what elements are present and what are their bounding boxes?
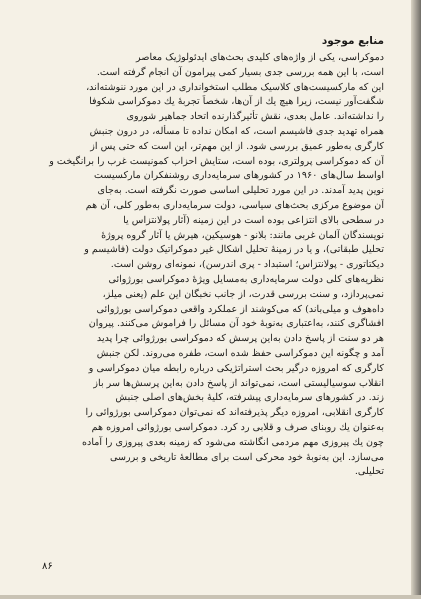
text-line: همراه تهدید جدی فاشیسم است، که امکان نداده تا مسأله، در درون جنبش [89,125,384,137]
text-line: زند. در کشورهای سرمایه‌داری پیشرفته، کلیهٔ بخش‌های اصلی جنبش [115,392,384,404]
page-bottom-edge [0,595,421,599]
text-line: اواسط سال‌های ۱۹۶۰ در کشورهای سرمایه‌داری روشنفکران مارکسیست [94,170,384,182]
text-line: نمی‌پردازد، و سنت بررسی قدرت، از جانب نخبگان این علم (یعنی میلز، [102,288,384,300]
text-line: این که مارکسیست‌های کلاسیک مطلب استخوانداری در این مورد ننوشته‌اند، [86,81,384,93]
text-line: دموکراسی، یکی از واژه‌های کلیدی بحث‌های ایدئولوژیک معاصر [136,52,384,63]
text-line: به‌عنوان یك روبنای صرف و قلابی رد کرد. دموکراسی بورژوائی امروزه هم [91,421,384,433]
page-edge-shadow [411,0,421,599]
text-line: کارگری که امروزه درگیر بحث استراتژیکی درباره رابطه میان دموکراسی و [88,362,384,374]
text-line: آن که دموکراسی پرولتری، بوده است، ستایش احزاب کمونیست غرب را برانگیخت و [49,155,384,167]
text-line: هر دو سنت از پاسخ دادن به‌این پرسش که دموکراسی بورژوائی چرا پدید [96,333,384,345]
text-line: کارگری به‌طور عمیق بررسی شود. از این مهم‌تر، این است که حتی پس از [90,140,384,152]
text-line: نوین پدید آمدند. در این مورد تحلیلی اساسی صورت نگرفته است. به‌جای [97,185,384,197]
text-line: است، با این همه بررسی جدی بسیار کمی پیرامون آن انجام گرفته است. [96,66,384,78]
text-line: چون یك پیروزی مهم مردمی انگاشته می‌شود که زمینه بعدی پیروزی را آماده [82,436,384,448]
text-line: شگفت‌آور نیست، زیرا هیچ یك از آن‌ها، شخصاً تجربهٔ یك دموکراسی شکوفا [89,96,384,108]
text-line: می‌سازد. این به‌نوبهٔ خود محرکی است برای مطالعهٔ تاریخی و بررسی [109,451,384,463]
text-line: افشاگری کنند، به‌اعتباری به‌نوبهٔ خود آن مسائل را فراموش می‌کنند. پیروان [88,318,384,330]
text-block [44,34,384,480]
paragraph [44,51,384,480]
text-line: در سطحی بالای انتزاعی بوده است در این زمینه (آثار پولانتزاس یا [123,214,384,226]
text-line: تحلیل طبقاتی)، و یا در زمینهٔ تحلیل اشکال غیر دموکراتیک دولت (فاشیسم و [84,244,384,256]
section-heading: منابع موجود [321,35,384,47]
text-line: داه‌هوف و میلی‌باند) که می‌کوشند از عملکرد واقعی دموکراسی بورژوائی [96,303,384,315]
text-line: تحلیلی. [354,466,384,478]
page-number: ۸۶ [42,561,53,572]
text-line: نویسندگان آلمان غربی مانند: بلانو - هوسیکین، هیرش یا آثار گروه پروژهٔ [101,229,384,241]
text-line: آن موضوع مرکزی بحث‌های سیاسی، دولت سرمایه‌داری به‌طور کلی، آن هم [85,199,384,211]
text-line: انقلاب سوسیالیستی است، نمی‌تواند از پاسخ دادن به‌این پرسش‌ها سر باز [93,377,384,389]
text-line: دیکتاتوری - پولانتزاس؛ استبداد - پری اندرسن)، نمونه‌ای روشن است. [110,259,384,271]
text-line: کارگری انقلابی، امروزه دیگر پذیرفته‌اند که نمی‌توان دموکراسی بورژوائی را [85,407,384,419]
text-line: آمد و چگونه این دموکراسی حفظ شده است، طفره می‌روند. لکن جنبش [96,347,384,359]
text-line: نظریه‌های کلی دولت سرمایه‌داری به‌مسایل ویژهٔ دموکراسی بورژوائی [108,273,384,285]
text-line: را نداشته‌اند. عامل بعدی، نقش تأثیرگذارنده اتحاد جماهیر شوروی [126,111,384,123]
